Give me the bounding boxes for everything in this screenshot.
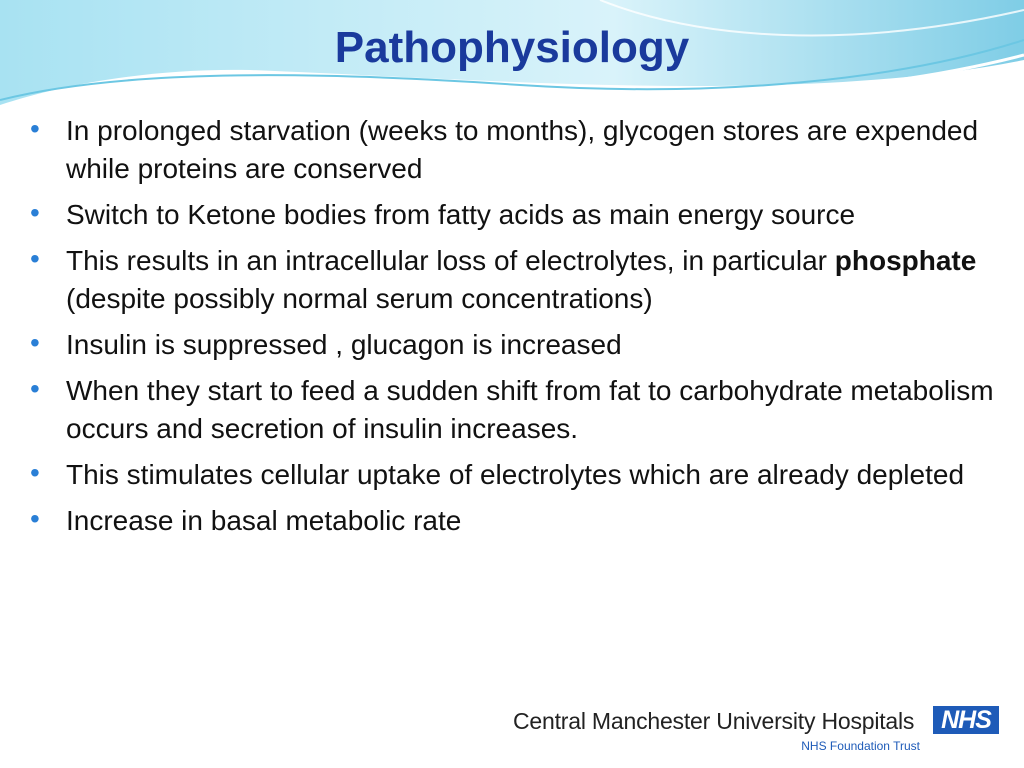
bullet-text-after: (despite possibly normal serum concentrations) [66, 283, 653, 314]
bullet-text: Switch to Ketone bodies from fatty acids as main energy source [66, 199, 856, 230]
bullet-item [30, 502, 1005, 540]
bullet-icon: • [30, 243, 40, 274]
bullet-item [30, 456, 1005, 494]
bullet-text: When they start to feed a sudden shift from fat to carbohydrate metabolism occurs and secretion of insulin increases. [66, 375, 994, 444]
slide-title: Pathophysiology [334, 23, 690, 72]
bullet-bold-term: phosphate [834, 245, 977, 276]
bullet-list [30, 112, 1005, 548]
bullet-item [30, 196, 1005, 234]
bullet-icon: • [30, 197, 40, 228]
bullet-item [30, 112, 1005, 188]
bullet-item [30, 242, 1005, 318]
bullet-icon: • [30, 113, 40, 144]
hospital-logo [510, 704, 1010, 760]
bullet-text: Insulin is suppressed , glucagon is increased [66, 329, 622, 360]
bullet-icon: • [30, 373, 40, 404]
organization-name: Central Manchester University Hospitals [513, 708, 915, 734]
bullet-icon: • [30, 327, 40, 358]
trust-name: NHS Foundation Trust [801, 739, 920, 753]
bullet-icon: • [30, 503, 40, 534]
bullet-text: In prolonged starvation (weeks to months), glycogen stores are expended while proteins are conserved [66, 115, 979, 184]
bullet-item [30, 372, 1005, 448]
bullet-text: Increase in basal metabolic rate [66, 505, 462, 536]
bullet-icon: • [30, 457, 40, 488]
bullet-item [30, 326, 1005, 364]
bullet-text-before: This results in an intracellular loss of electrolytes, in particular [66, 245, 835, 276]
nhs-logo-icon: NHS [933, 706, 999, 734]
bullet-text: This stimulates cellular uptake of electrolytes which are already depleted [66, 459, 965, 490]
